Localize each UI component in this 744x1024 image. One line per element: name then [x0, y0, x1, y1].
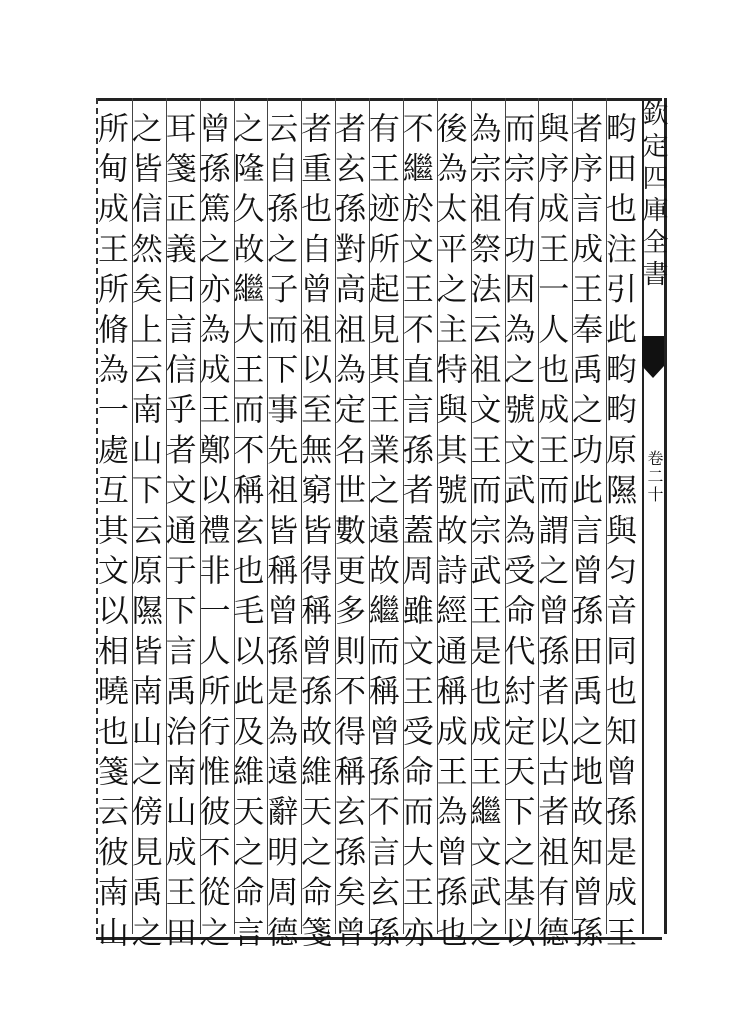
- text-column: 曾孫篤之亦為成王鄭以禮非一人所行惟彼不從之: [193, 112, 230, 957]
- text-column: 云自孫之子而下事先祖皆稱曾孫是為遠辭明周德: [261, 112, 298, 957]
- fishtail-mark-icon: [642, 336, 664, 366]
- book-title: 欽定四庫全書: [638, 100, 668, 292]
- text-column: 之皆信然矣上云南山下云原隰皆南山之傍見禹之: [125, 112, 162, 957]
- text-column: 為宗祖祭法云祖文王而宗武王是也成王繼文武之: [464, 112, 501, 957]
- text-column: 者重也自曾祖以至無窮皆得稱曾孫故維天之命箋: [295, 112, 332, 957]
- volume-label: 卷二十: [645, 450, 664, 504]
- text-column: 畇田也注引此畇畇原隰與匀音同也知曾孫是成王: [600, 112, 636, 957]
- text-column: 後為太平之主特與其號故詩經通稱成王為曾孫也: [430, 112, 467, 957]
- text-column: 者玄孫對高祖為定名世數更多則不得稱玄孫矣曾: [329, 112, 365, 957]
- text-column: 與序成王一人也成王而謂之曾孫者以古者祖有德: [532, 112, 569, 957]
- text-column: 之隆久故繼大王而不稱玄也毛以此及維天之命言: [227, 112, 264, 957]
- text-column: 不繼於文王不直言孫者蓋周雖文王受命而大王亦: [396, 112, 433, 957]
- text-column: 者序言成王奉禹之功此言曾孫田禹之地故知曾孫: [566, 112, 603, 957]
- text-column: 而宗有功因為之號文武為受命代紂定天下之基以: [498, 112, 535, 957]
- text-column: 耳箋正義曰言信乎者文通于下言禹治南山成王田: [159, 112, 196, 957]
- text-column: 有王迹所起見其王業之遠故繼而稱曾孫不言玄孫: [362, 112, 399, 957]
- text-column: 所甸成王所脩為一處互其文以相曉也箋云彼南山: [91, 112, 128, 957]
